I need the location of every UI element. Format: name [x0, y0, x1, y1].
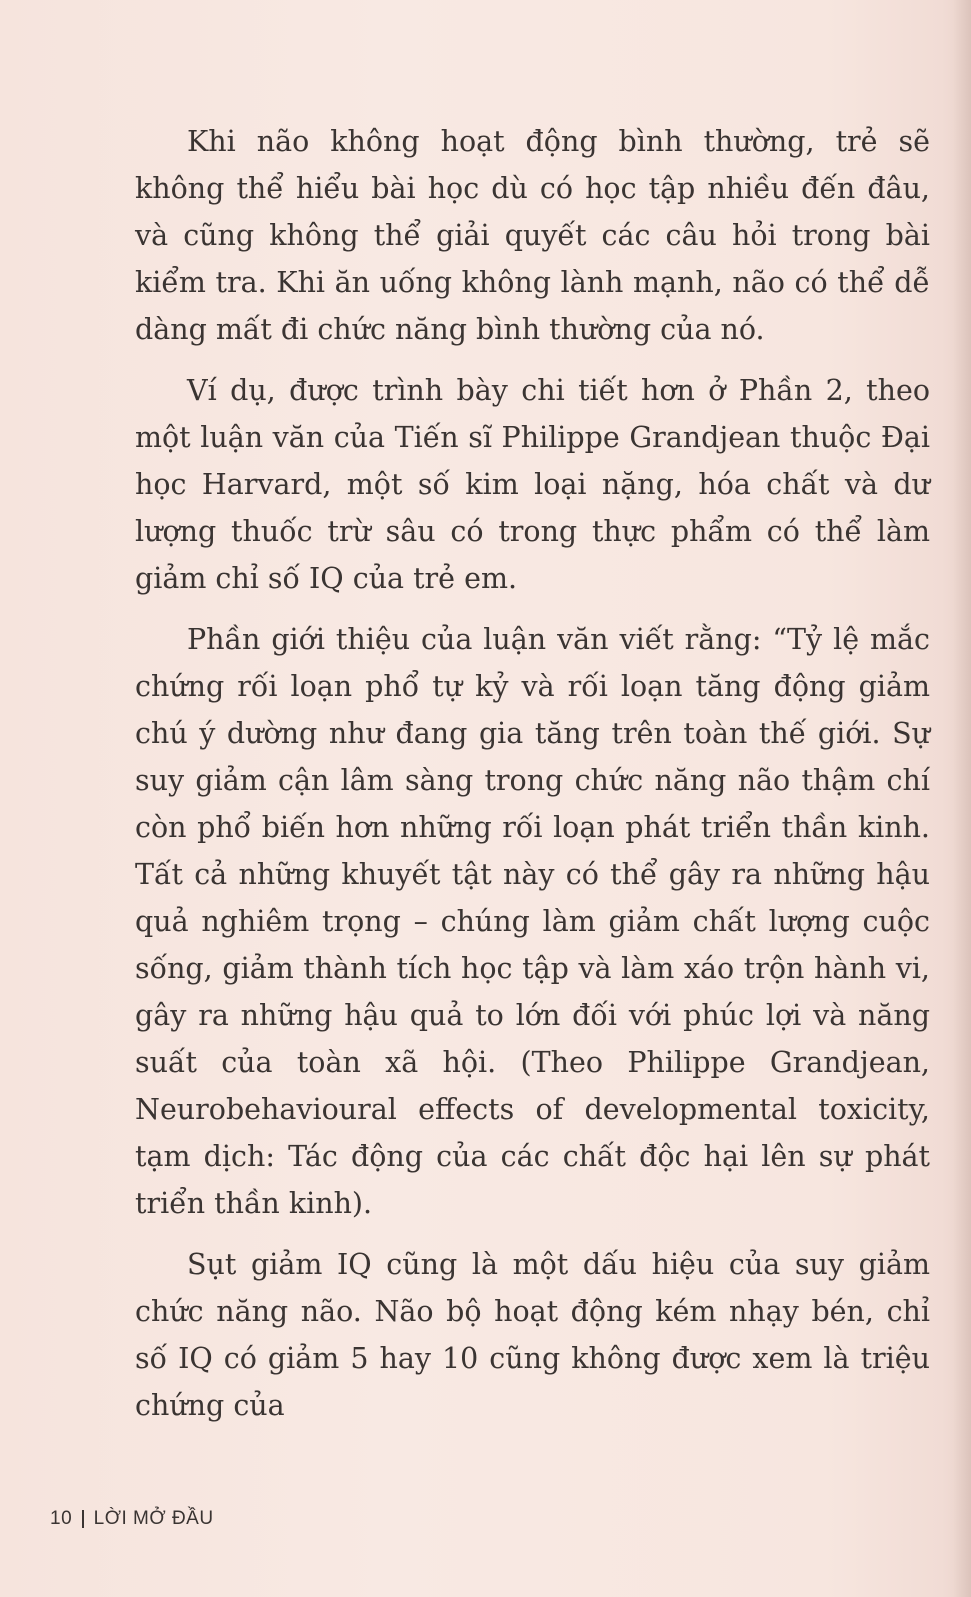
page-footer [50, 1508, 214, 1530]
paragraph-3: Phần giới thiệu của luận văn viết rằng: “Tỷ lệ mắc chứng rối loạn phổ tự kỷ và rối loạn tăng động giảm chú ý dường như đang gia tăng trên toàn thế giới. Sự suy giảm cận lâm sàng trong chức năng não thậm chí còn phổ biến hơn những rối loạn phát triển thần kinh. Tất cả những khuyết tật này có thể gây ra những hậu quả nghiêm trọng – chúng làm giảm chất lượng cuộc sống, giảm thành tích học tập và làm xáo trộn hành vi, gây ra những hậu quả to lớn đối với phúc lợi và năng suất của toàn xã hội. (Theo Philippe Grandjean, Neurobehavioural effects of developmental toxicity, tạm dịch: Tác động của các chất độc hại lên sự phát triển thần kinh). [135, 623, 930, 1220]
footer-separator [82, 1510, 84, 1528]
paragraph-4: Sụt giảm IQ cũng là một dấu hiệu của suy giảm chức năng não. Não bộ hoạt động kém nhạy bén, chỉ số IQ có giảm 5 hay 10 cũng không được xem là triệu chứng của [135, 1248, 930, 1422]
page-edge-shadow [953, 0, 971, 1597]
section-title: LỜI MỞ ĐẦU [93, 1508, 214, 1529]
paragraph-1: Khi não không hoạt động bình thường, trẻ sẽ không thể hiểu bài học dù có học tập nhiều đến đâu, và cũng không thể giải quyết các câu hỏi trong bài kiểm tra. Khi ăn uống không lành mạnh, não có thể dễ dàng mất đi chức năng bình thường của nó. [135, 125, 930, 346]
body-text [135, 118, 930, 1443]
page-number: 10 [50, 1508, 73, 1529]
paragraph-2: Ví dụ, được trình bày chi tiết hơn ở Phần 2, theo một luận văn của Tiến sĩ Philippe Grandjean thuộc Đại học Harvard, một số kim loại nặng, hóa chất và dư lượng thuốc trừ sâu có trong thực phẩm có thể làm giảm chỉ số IQ của trẻ em. [135, 374, 930, 595]
